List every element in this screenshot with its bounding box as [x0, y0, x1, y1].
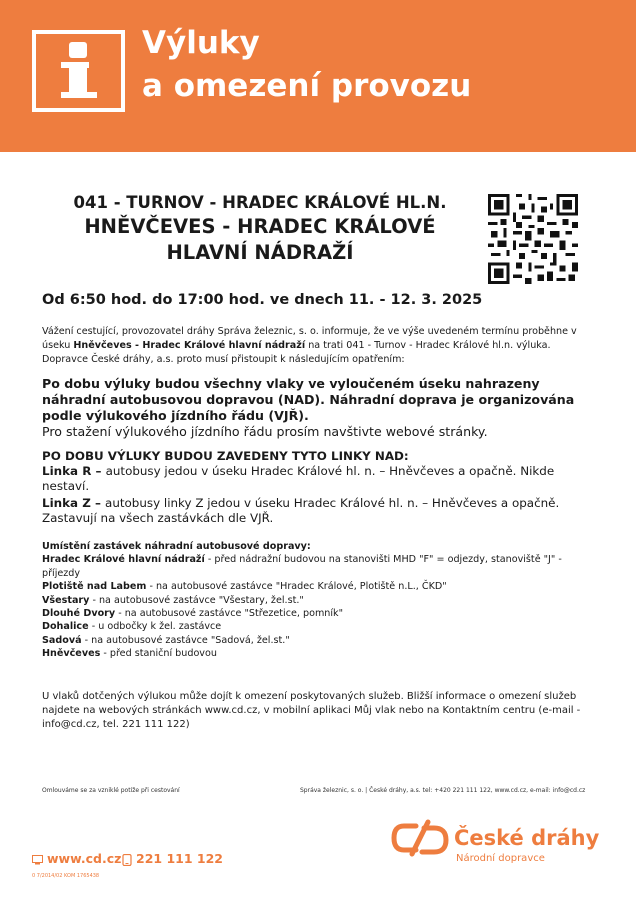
title-line-1: Výluky — [142, 25, 260, 61]
bus-line-text: autobusy jedou v úseku Hradec Králové hl. n. – Hněvčeves a opačně. Nikde nestaví. — [42, 464, 555, 493]
stop-item — [42, 553, 602, 580]
stop-desc: - před nádražní budovou na stanovišti MHD "F" = odjezdy, stanoviště "J" - příjezdy — [42, 554, 562, 579]
brand-subtitle: Národní dopravce — [456, 853, 545, 864]
stop-item — [42, 580, 602, 593]
stop-name: Hněvčeves — [42, 648, 101, 660]
route-section: HNĚVČEVES - HRADEC KRÁLOVÉ — [84, 215, 436, 238]
phone-link[interactable] — [122, 851, 223, 866]
stop-name: Dohalice — [42, 621, 89, 633]
qr-code-icon — [488, 194, 578, 284]
bus-line-r — [42, 464, 594, 494]
intro-section: Hněvčeves - Hradec Králové hlavní nádraží — [73, 340, 306, 351]
intro-paragraph — [42, 325, 590, 367]
title-line-2: a omezení provozu — [142, 68, 472, 104]
stop-desc: - u odbočky k žel. zastávce — [88, 621, 222, 633]
stop-desc: - na autobusové zastávce "Sadová, žel.st." — [81, 634, 290, 646]
stop-desc: - na autobusové zastávce "Všestary, žel.st." — [89, 594, 304, 606]
document-codes: 0 7/2014/02 KOM 1765438 — [32, 873, 100, 879]
stop-name: Hradec Králové hlavní nádraží — [42, 554, 205, 566]
website-link[interactable] — [32, 851, 121, 866]
stop-name: Plotiště nad Labem — [42, 581, 147, 593]
route-line: 041 - TURNOV - HRADEC KRÁLOVÉ HL.N. — [73, 193, 447, 212]
apology-note: Omlouváme se za vzniklé potíže při cestování — [42, 787, 180, 794]
replacement-link-note: Pro stažení výlukového jízdního řádu prosím navštivte webové stránky. — [42, 424, 488, 439]
info-icon — [32, 30, 125, 112]
intro-text-2: na trati 041 - Turnov - Hradec Králové hl.n. výluka. Dopravce České dráhy, a.s. proto musí přistoupit k následujícím opatřením: — [42, 340, 551, 365]
route-section-end: HLAVNÍ NÁDRAŽÍ — [166, 241, 354, 264]
intro-text-1: Vážení cestující, provozovatel dráhy Správa železnic, s. o. informuje, že ve výše uvedeném termínu proběhne v úseku — [42, 326, 577, 351]
stop-name: Dlouhé Dvory — [42, 608, 116, 620]
stop-desc: - na autobusové zastávce "Střezetice, pomník" — [115, 608, 344, 620]
services-note: U vlaků dotčených výlukou může dojít k omezení poskytovaných služeb. Bližší informace o omezení služeb najdete na webových stránkách www.cd.cz, v mobilní aplikaci Můj vlak nebo na Kontaktním centru (e-mail - info@cd.cz, tel. 221 111 122) — [42, 691, 581, 730]
replacement-notice — [42, 376, 590, 440]
stop-item — [42, 647, 602, 660]
monitor-icon — [32, 855, 43, 865]
stop-item — [42, 634, 602, 647]
stop-name: Všestary — [42, 594, 90, 606]
stops-heading: Umístění zastávek náhradní autobusové dopravy: — [42, 541, 311, 552]
website-text: www.cd.cz — [47, 851, 122, 866]
bus-lines-heading: PO DOBU VÝLUKY BUDOU ZAVEDENY TYTO LINKY NAD: — [42, 449, 409, 463]
header-banner — [0, 0, 636, 152]
phone-icon — [122, 854, 132, 866]
cd-logo-icon — [390, 818, 450, 862]
stop-desc: - na autobusové zastávce "Hradec Králové, Plotiště n.L., ČKD" — [146, 581, 447, 593]
stop-name: Sadová — [42, 634, 82, 646]
brand-name: České dráhy — [454, 826, 600, 850]
bus-lines — [42, 449, 594, 528]
closure-dates: Od 6:50 hod. do 17:00 hod. ve dnech 11. - 12. 3. 2025 — [42, 292, 483, 308]
contacts-line: Správa železnic, s. o. | České dráhy, a.s. tel: +420 221 111 122, www.cd.cz, e-mail: info@cd.cz — [300, 787, 586, 794]
replacement-bold: Po dobu výluky budou všechny vlaky ve vyloučeném úseku nahrazeny náhradní autobusovou dopravou (NAD). Náhradní doprava je organizována podle výlukového jízdního řádu (VJŘ). — [42, 376, 575, 423]
phone-text: 221 111 122 — [136, 851, 223, 866]
stop-item — [42, 607, 602, 620]
bus-line-label: Linka R – — [42, 464, 106, 478]
bus-line-text: autobusy linky Z jedou v úseku Hradec Králové hl. n. – Hněvčeves a opačně. Zastavují na všech zastávkách dle VJŘ. — [42, 496, 560, 525]
stops-list — [42, 540, 602, 661]
bus-line-z — [42, 496, 594, 526]
bus-line-label: Linka Z – — [42, 496, 106, 510]
stop-item — [42, 620, 602, 633]
route-block — [40, 192, 480, 266]
page-title — [142, 22, 471, 108]
stop-desc: - před staniční budovou — [100, 648, 217, 660]
stop-item — [42, 594, 602, 607]
